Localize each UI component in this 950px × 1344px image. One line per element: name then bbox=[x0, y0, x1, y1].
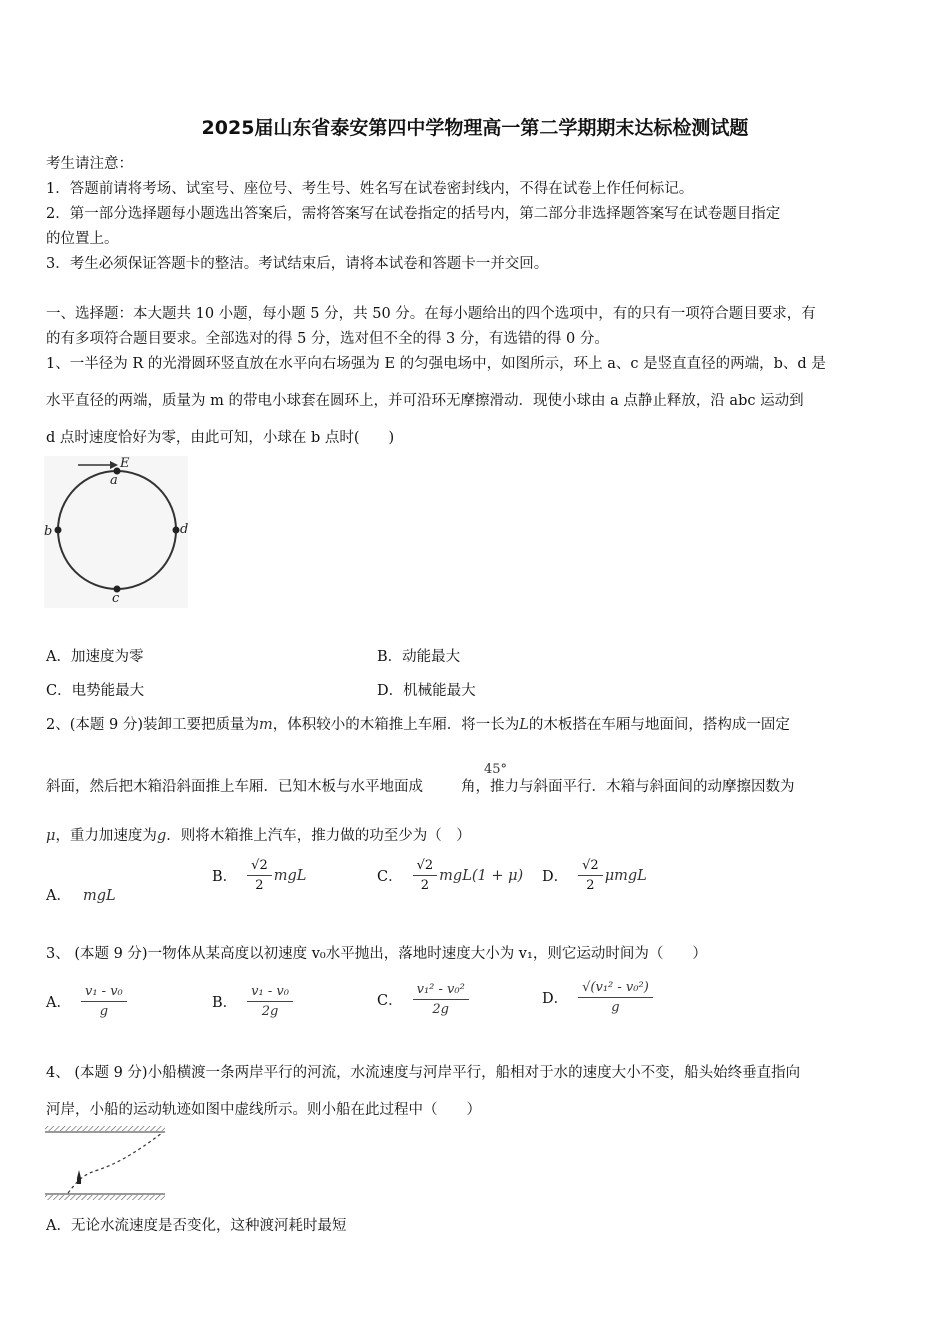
symbol-m: m bbox=[258, 717, 273, 733]
q2-line1: 2、(本题 9 分)装卸工要把质量为m，体积较小的木箱推上车厢．将一长为L的木板搭在车厢与地面间，搭构成一固定 bbox=[46, 717, 790, 733]
label-d: d bbox=[180, 522, 188, 537]
q3-option-d[interactable]: D． $\frac{\text{√(v₁² - v₀²)}}{g}$ bbox=[542, 980, 653, 1015]
q1-option-b[interactable]: B．动能最大 bbox=[377, 649, 461, 665]
notice-item-3: 3．考生必须保证答题卡的整洁。考试结束后，请将本试卷和答题卡一并交回。 bbox=[46, 256, 549, 272]
q2-option-c[interactable]: C． $\frac{√2}{2}$ mgL(1 + μ) bbox=[377, 858, 524, 893]
q3-option-b[interactable]: B． $\frac{\text{v₁ - v₀}}{2g}$ bbox=[212, 984, 293, 1019]
q2-line3: μ，重力加速度为g．则将木箱推上汽车，推力做的功至少为（ ） bbox=[46, 828, 471, 844]
q2-option-a[interactable]: A． mgL bbox=[46, 888, 116, 904]
symbol-mu: μ bbox=[46, 828, 56, 844]
label-c: c bbox=[112, 591, 120, 606]
q1-option-d[interactable]: D．机械能最大 bbox=[377, 683, 476, 699]
q4-option-a[interactable]: A．无论水流速度是否变化，这种渡河耗时最短 bbox=[46, 1218, 347, 1234]
q3-option-a[interactable]: A． $\frac{\text{v₁ - v₀}}{g}$ bbox=[46, 984, 127, 1019]
notice-item-1: 1．答题前请将考场、试室号、座位号、考生号、姓名写在试卷密封线内，不得在试卷上作任何标记。 bbox=[46, 181, 694, 197]
point-d bbox=[173, 527, 180, 534]
label-E: E bbox=[120, 456, 130, 471]
q2-option-b[interactable]: B． $\frac{√2}{2}$ mgL bbox=[212, 858, 307, 893]
boat-trajectory bbox=[68, 1133, 162, 1193]
q1-circle-figure bbox=[44, 456, 188, 608]
symbol-g: g bbox=[156, 828, 167, 844]
section1-line1: 一、选择题：本大题共 10 小题，每小题 5 分，共 50 分。在每小题给出的四个选项中，有的只有一项符合题目要求，有 bbox=[46, 306, 816, 322]
notice-item-2-cont: 的位置上。 bbox=[46, 231, 119, 247]
point-b bbox=[55, 527, 62, 534]
q4-river-figure bbox=[44, 1124, 166, 1202]
angle-45: 45° bbox=[484, 762, 508, 777]
page-title: 2025届山东省泰安第四中学物理高一第二学期期末达标检测试题 bbox=[201, 117, 749, 139]
q2-line2: 斜面，然后把木箱沿斜面推上车厢．已知木板与水平地面成 角，推力与斜面平行．木箱与斜面间的动摩擦因数为 bbox=[46, 779, 795, 795]
section1-line2: 的有多项符合题目要求。全部选对的得 5 分，选对但不全的得 3 分，有选错的得 0 分。 bbox=[46, 331, 609, 347]
boat-icon bbox=[77, 1170, 81, 1184]
q2-option-d[interactable]: D． $\frac{√2}{2}$ μmgL bbox=[542, 858, 647, 893]
symbol-L: L bbox=[519, 717, 529, 733]
label-b: b bbox=[44, 524, 53, 539]
q3-line1: 3、 (本题 9 分)一物体从某高度以初速度 v₀水平抛出，落地时速度大小为 v₁，则它运动时间为（ ） bbox=[46, 946, 707, 962]
label-a: a bbox=[110, 473, 118, 488]
q4-line1: 4、 (本题 9 分)小船横渡一条两岸平行的河流，水流速度与河岸平行，船相对于水的速度大小不变，船头始终垂直指向 bbox=[46, 1065, 801, 1081]
far-bank bbox=[45, 1126, 165, 1131]
q1-option-a[interactable]: A．加速度为零 bbox=[46, 649, 144, 665]
near-bank bbox=[45, 1195, 165, 1200]
notice-item-2: 2．第一部分选择题每小题选出答案后，需将答案写在试卷指定的括号内，第二部分非选择题答案写在试卷题目指定 bbox=[46, 206, 781, 222]
q1-line2: 水平直径的两端，质量为 m 的带电小球套在圆环上，并可沿环无摩擦滑动．现使小球由 a 点静止释放，沿 abc 运动到 bbox=[46, 393, 804, 409]
q1-option-c[interactable]: C．电势能最大 bbox=[46, 683, 145, 699]
notice-heading: 考生请注意： bbox=[46, 156, 133, 172]
q1-line1: 1、一半径为 R 的光滑圆环竖直放在水平向右场强为 E 的匀强电场中，如图所示，环上 a、c 是竖直直径的两端，b、d 是 bbox=[46, 356, 826, 372]
q3-option-c[interactable]: C． $\frac{\text{v₁² - v₀²}}{2g}$ bbox=[377, 982, 469, 1017]
q4-line2: 河岸，小船的运动轨迹如图中虚线所示。则小船在此过程中（ ） bbox=[46, 1102, 481, 1118]
q1-line3: d 点时速度恰好为零，由此可知，小球在 b 点时( ) bbox=[46, 430, 395, 446]
